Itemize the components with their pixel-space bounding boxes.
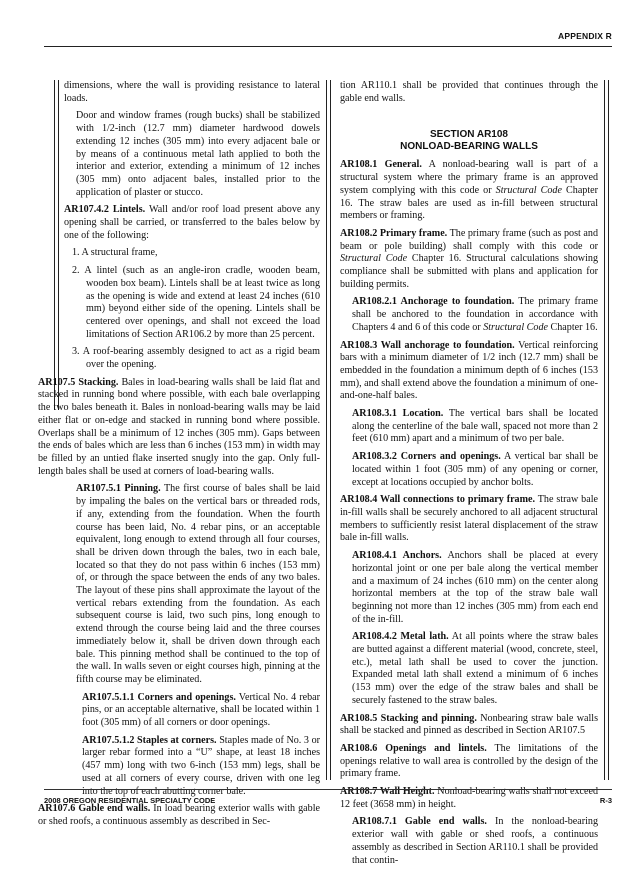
left-column	[38, 80, 321, 834]
section-body: Vertical reinforcing bars with a minimum diameter of 1/2 inch (12.7 mm) shall be embedded in the foundation a minimum depth of 6 inches (153 mm), and shall extend above the foundation a minimum of one-and-one-half bales.	[340, 339, 599, 402]
change-bar-center-1	[326, 80, 327, 780]
header-appendix-label: APPENDIX R	[558, 31, 612, 41]
section-heading: AR108.2.1 Anchorage to foundation.	[352, 296, 515, 308]
change-bar-center-2	[330, 80, 331, 780]
page-number: R-3	[599, 796, 612, 805]
change-bar-left-2	[58, 80, 59, 410]
right-column	[340, 80, 598, 872]
section-heading: AR108.5 Stacking and pinning.	[340, 712, 477, 724]
code-reference: Structural Code	[483, 321, 548, 333]
section-body: The vertical bars shall be located along the centerline of the bale wall, spaced not more than 2 feet (610 mm) apart and a minimum of two per bale.	[352, 408, 599, 445]
section-heading: AR108.3.2 Corners and openings.	[352, 451, 501, 463]
section-heading: AR108.7 Wall Height.	[340, 786, 435, 798]
list-item: 2. A lintel (such as an angle-iron cradle, wooden beam, wooden box beam). Lintels shall be at least twice as long as the opening is wide and extend at least 24 inches (610 mm) beyond either side of the opening. Lintels shall be centered over openings, and shall not exceed the load limitations of Section AR106.2 by more than 25 percent.	[72, 265, 320, 340]
section-body: Anchors shall be placed at every horizontal joint or one per bale along the vertical member and a maximum of 24 inches (610 mm) on the center along horizontal members at the top of the straw bale wall beginning not more than 12 inches (305 mm) from each end of the in-fill.	[352, 550, 599, 625]
code-reference: Structural Code	[495, 184, 562, 196]
section-body: Chapter 16. Structural calculations showing compliance shall be submitted with plans and application for building permits.	[340, 253, 598, 290]
section-heading: AR108.4.1 Anchors.	[352, 550, 442, 562]
section-heading: AR107.5.1.1 Corners and openings.	[82, 691, 236, 703]
section-body: The primary frame shall be anchored to the foundation in accordance with Chapters 4 and 6 of this code or	[352, 296, 599, 333]
section-heading: AR108.6 Openings and lintels.	[340, 742, 487, 754]
section-body: Vertical No. 4 rebar pins, or an acceptable alternative, shall be located within 1 foot (305 mm) of all corners or door openings.	[82, 691, 321, 729]
paragraph: tion AR110.1 shall be provided that continues through the gable end walls.	[340, 80, 598, 104]
list-item: 3. A roof-bearing assembly designed to act as a rigid beam over the opening.	[72, 346, 320, 371]
list-item: 1. A structural frame,	[72, 247, 158, 259]
section-body: The straw bale in-fill walls shall be securely anchored to all adjacent structural members to sufficiently resist lateral displacement of the straw bale in-fill walls.	[340, 494, 598, 544]
section-body: Wall and/or roof load present above any opening shall be carried, or transferred to the bales below by one of the following:	[64, 204, 320, 241]
section-body: At all points where the straw bales are butted against a different material (wood, concrete, steel, etc.), metal lath shall be used to cover the junction. Expanded metal lath shall extend a minimum of 6 inches (153 mm) over the edge of the straw bales and shall be securely fastened to the straw bales.	[352, 631, 599, 706]
section-heading: AR107.6 Gable end walls.	[38, 803, 151, 815]
section-body: The limitations of the openings relative to wall area is controlled by the design of the primary frame.	[340, 742, 598, 780]
section-heading: AR108.3 Wall anchorage to foundation.	[340, 339, 515, 351]
paragraph: dimensions, where the wall is providing resistance to lateral loads.	[64, 80, 320, 104]
section-heading: AR107.5.1 Pinning.	[76, 483, 161, 495]
code-reference: Structural Code	[340, 253, 408, 265]
section-heading: AR107.5 Stacking.	[38, 376, 119, 388]
section-heading: AR108.4.2 Metal lath.	[352, 631, 449, 643]
section-heading: AR107.4.2 Lintels.	[64, 204, 146, 216]
section-body: The first course of bales shall be laid by impaling the bales on the vertical bars or threaded rods, if any, extending from the foundation. When the fourth course has been laid, No. 4 rebar pins, or an acceptable equivalent, long enough to extend through all four courses, shall be driven down through the bales, two in each bale, located so that they do not pass within 6 inches (153 mm) of, or through the space between the ends of any two bales. The layout of these pins shall approximate the layout of the vertical rebars extending from the foundation. As each subsequent course is laid, two such pins, long enough to extend through the course being laid and the three courses immediately below it, shall be driven down through each bale. This pinning method shall be continued to the top of the wall. In walls seven or eight courses high, pinning at the fifth course may be eliminated.	[76, 483, 321, 685]
footer-rule	[44, 789, 612, 790]
footer-code-title: 2008 OREGON RESIDENTIAL SPECIALTY CODE	[44, 796, 216, 805]
section-subtitle: NONLOAD-BEARING WALLS	[400, 141, 538, 153]
section-body: A nonload-bearing wall is part of a structural system where the primary frame is an approved system complying with this code or	[340, 159, 598, 196]
change-bar-right-2	[608, 80, 609, 780]
section-body: A vertical bar shall be located within 1 foot (305 mm) of any opening or corner, except at locations occupied by anchor bolts.	[352, 451, 598, 488]
header-rule	[44, 46, 612, 47]
section-title-block	[340, 129, 598, 153]
section-heading: AR108.3.1 Location.	[352, 408, 444, 420]
section-body: Bales in load-bearing walls shall be laid flat and stacked in running bond where possible, with each bale overlapping the two bales beneath it. Bales in nonload-bearing walls may be laid either flat or on-edge and stacked in running bond where possible. Overlaps shall be a minimum of 12 inches (305 mm). Gaps between the ends of bales which are less than 6 inches (153 mm) in width may be filled by an untied flake inserted snugly into the gap. Only full-length bales shall be used at corners of load-bearing walls.	[38, 376, 320, 477]
section-heading: AR108.7.1 Gable end walls.	[352, 816, 487, 828]
paragraph: Door and window frames (rough bucks) shall be stabilized with 1/2-inch (12.7 mm) diameter hardwood dowels extending 12 inches (305 mm) into every adjacent bale or by means of a continuous metal lath applied to both the interior and exterior, extending a minimum of 12 inches (305 mm) onto adjacent bales, installed prior to the application of plaster or stucco.	[76, 110, 320, 198]
section-heading: AR108.1 General.	[340, 159, 422, 171]
section-body: In load bearing exterior walls with gable or shed roofs, a continuous assembly as described in Sec-	[38, 803, 320, 827]
section-body: The primary frame (such as post and beam or pole building) shall comply with this code or	[340, 227, 598, 252]
section-body: In the nonload-bearing exterior wall with gable or shed roofs, a continuous assembly as described in Section AR110.1 shall be provided that contin-	[352, 816, 598, 866]
section-body: Chapter 16.	[550, 321, 598, 333]
change-bar-left-1	[54, 80, 55, 410]
section-body: Nonload-bearing walls shall not exceed 12 feet (3658 mm) in height.	[340, 786, 599, 810]
section-body: Nonbearing straw bale walls shall be stacked and pinned as described in Section AR107.5	[340, 712, 598, 737]
section-body: Staples made of No. 3 or larger rebar formed into a “U” shape, at least 18 inches (457 mm) long with two 6-inch (153 mm) legs, shall be used at all corners of every course, driven with one leg into the top of each abutting corner bale.	[82, 734, 320, 797]
section-title: SECTION AR108	[430, 129, 508, 141]
section-body: Chapter 16. The straw bales are used as in-fill between structural members or framing.	[340, 184, 598, 222]
section-heading: AR108.4 Wall connections to primary frame.	[340, 494, 536, 506]
change-bar-right-1	[604, 80, 605, 780]
section-heading: AR107.5.1.2 Staples at corners.	[82, 734, 217, 746]
section-heading: AR108.2 Primary frame.	[340, 227, 448, 239]
